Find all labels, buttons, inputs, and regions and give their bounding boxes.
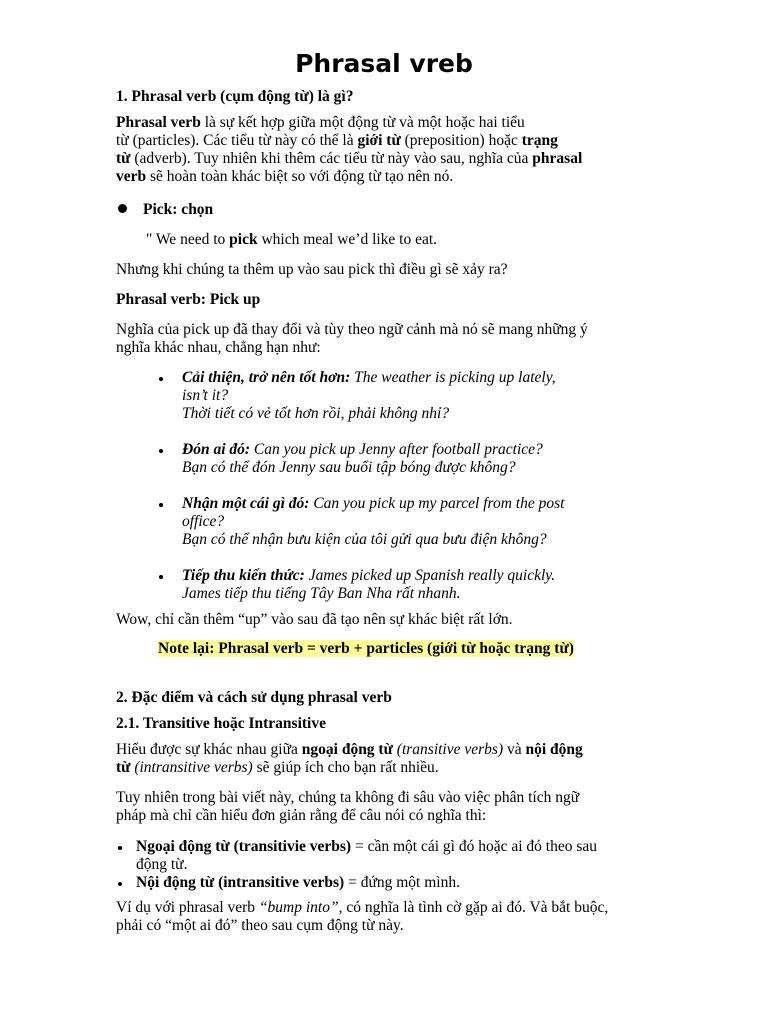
meaning-label: Tiếp thu kiến thức:	[182, 567, 305, 584]
intro-term: từ	[116, 150, 131, 167]
meaning-intro-line: nghĩa khác nhau, chẳng hạn như:	[116, 339, 321, 356]
intransitive-term: Nội động từ (intransitive verbs)	[136, 874, 345, 891]
meaning-label: Đón ai đó:	[182, 441, 251, 458]
intro-paragraph	[116, 114, 656, 186]
meaning-vietnamese: Bạn có thể nhận bưu kiện của tôi gửi qua bưu điện không?	[182, 531, 547, 548]
intro-term: verb	[116, 168, 147, 185]
intro-term: giới từ	[357, 132, 401, 149]
however-line: pháp mà chỉ cần hiểu đơn giản rằng để câu nói có nghĩa thì:	[116, 807, 487, 824]
meaning-english: office?	[182, 513, 225, 530]
difference-english: (transitive verbs)	[392, 741, 504, 758]
example-text: " We need to	[146, 231, 230, 248]
bullet-dot-icon	[159, 503, 163, 507]
wow-text: Wow, chỉ cần thêm “up” vào sau đã tạo nên sự khác biệt rất lớn.	[116, 611, 513, 628]
bullet-dot-icon	[118, 846, 122, 850]
transitive-desc: động từ.	[136, 856, 188, 873]
intro-term: phrasal	[532, 150, 583, 167]
difference-text: Hiểu được sự khác nhau giữa	[116, 741, 302, 758]
final-paragraph	[116, 899, 656, 935]
bullet-dot-icon	[159, 575, 163, 579]
difference-text: và	[503, 741, 526, 758]
meaning-english: The weather is picking up lately,	[350, 369, 556, 386]
section-1-heading: 1. Phrasal verb (cụm động từ) là gì?	[116, 88, 354, 105]
page-title: Phrasal vreb	[295, 49, 473, 78]
intro-text: sẽ hoàn toàn khác biệt so với động từ tạo nên nó.	[146, 168, 454, 185]
meaning-vietnamese: James tiếp thu tiếng Tây Ban Nha rất nhanh.	[182, 585, 461, 602]
intro-term: Phrasal verb	[116, 114, 201, 131]
transitive-item	[136, 838, 656, 874]
meaning-item	[182, 495, 622, 549]
meaning-label: Cải thiện, trở nên tốt hơn:	[182, 369, 351, 386]
bullet-dot-icon	[118, 204, 127, 213]
meaning-intro	[116, 321, 656, 357]
final-text: Ví dụ với phrasal verb	[116, 899, 259, 916]
section-2-heading: 2. Đặc điểm và cách sử dụng phrasal verb	[116, 689, 392, 706]
intransitive-desc: = đứng một mình.	[344, 874, 460, 891]
meaning-english: Can you pick up my parcel from the post	[309, 495, 565, 512]
final-text: phải có “một ai đó” theo sau cụm động từ này.	[116, 917, 404, 934]
note-callout	[158, 640, 628, 658]
difference-term: ngoại động từ	[301, 741, 393, 758]
final-example: “bump into”	[258, 899, 339, 916]
bullet-dot-icon	[118, 882, 122, 886]
difference-term: nội động	[525, 741, 583, 758]
meaning-item	[182, 567, 622, 603]
however-line: Tuy nhiên trong bài viết này, chúng ta không đi sâu vào việc phân tích ngữ	[116, 789, 580, 806]
example-keyword: pick	[229, 231, 258, 248]
meaning-vietnamese: Bạn có thể đón Jenny sau buổi tập bóng được không?	[182, 459, 516, 476]
however-paragraph	[116, 789, 656, 825]
intro-text: từ (particles). Các tiểu từ này có thể là	[116, 132, 358, 149]
intro-text: là sự kết hợp giữa một động từ và một hoặc hai tiểu	[200, 114, 525, 131]
final-text: , có nghĩa là tình cờ gặp ai đó. Và bắt buộc,	[338, 899, 609, 916]
meaning-vietnamese: Thời tiết có vẻ tốt hơn rồi, phải không nhỉ?	[182, 405, 450, 422]
question-text: Nhưng khi chúng ta thêm up vào sau pick thì điều gì sẽ xảy ra?	[116, 261, 508, 278]
meaning-english: isn’t it?	[182, 387, 229, 404]
bullet-dot-icon	[159, 377, 163, 381]
note-text: Note lại: Phrasal verb = verb + particles (giới từ hoặc trạng từ)	[158, 640, 574, 657]
pick-bullet: Pick: chọn	[143, 201, 214, 218]
meaning-item	[182, 441, 622, 477]
difference-english: (intransitive verbs)	[130, 759, 253, 776]
intro-text: (preposition) hoặc	[400, 132, 522, 149]
difference-paragraph	[116, 741, 656, 777]
bullet-dot-icon	[159, 449, 163, 453]
meaning-intro-line: Nghĩa của pick up đã thay đổi và tùy theo ngữ cảnh mà nó sẽ mang những ý	[116, 321, 588, 338]
difference-text: sẽ giúp ích cho bạn rất nhiều.	[252, 759, 439, 776]
meaning-item	[182, 369, 622, 423]
section-2-1-heading: 2.1. Transitive hoặc Intransitive	[116, 715, 326, 732]
transitive-term: Ngoại động từ (transitivie verbs)	[136, 838, 352, 855]
phrasal-verb-heading: Phrasal verb: Pick up	[116, 291, 261, 308]
intransitive-item	[136, 874, 656, 892]
meaning-english: James picked up Spanish really quickly.	[304, 567, 556, 584]
transitive-desc: = cần một cái gì đó hoặc ai đó theo sau	[351, 838, 597, 855]
meaning-label: Nhận một cái gì đó:	[182, 495, 310, 512]
example-sentence	[146, 231, 686, 249]
difference-term: từ	[116, 759, 131, 776]
intro-term: trạng	[521, 132, 558, 149]
meaning-english: Can you pick up Jenny after football practice?	[250, 441, 543, 458]
example-text: which meal we’d like to eat.	[257, 231, 438, 248]
intro-text: (adverb). Tuy nhiên khi thêm các tiểu từ này vào sau, nghĩa của	[130, 150, 533, 167]
